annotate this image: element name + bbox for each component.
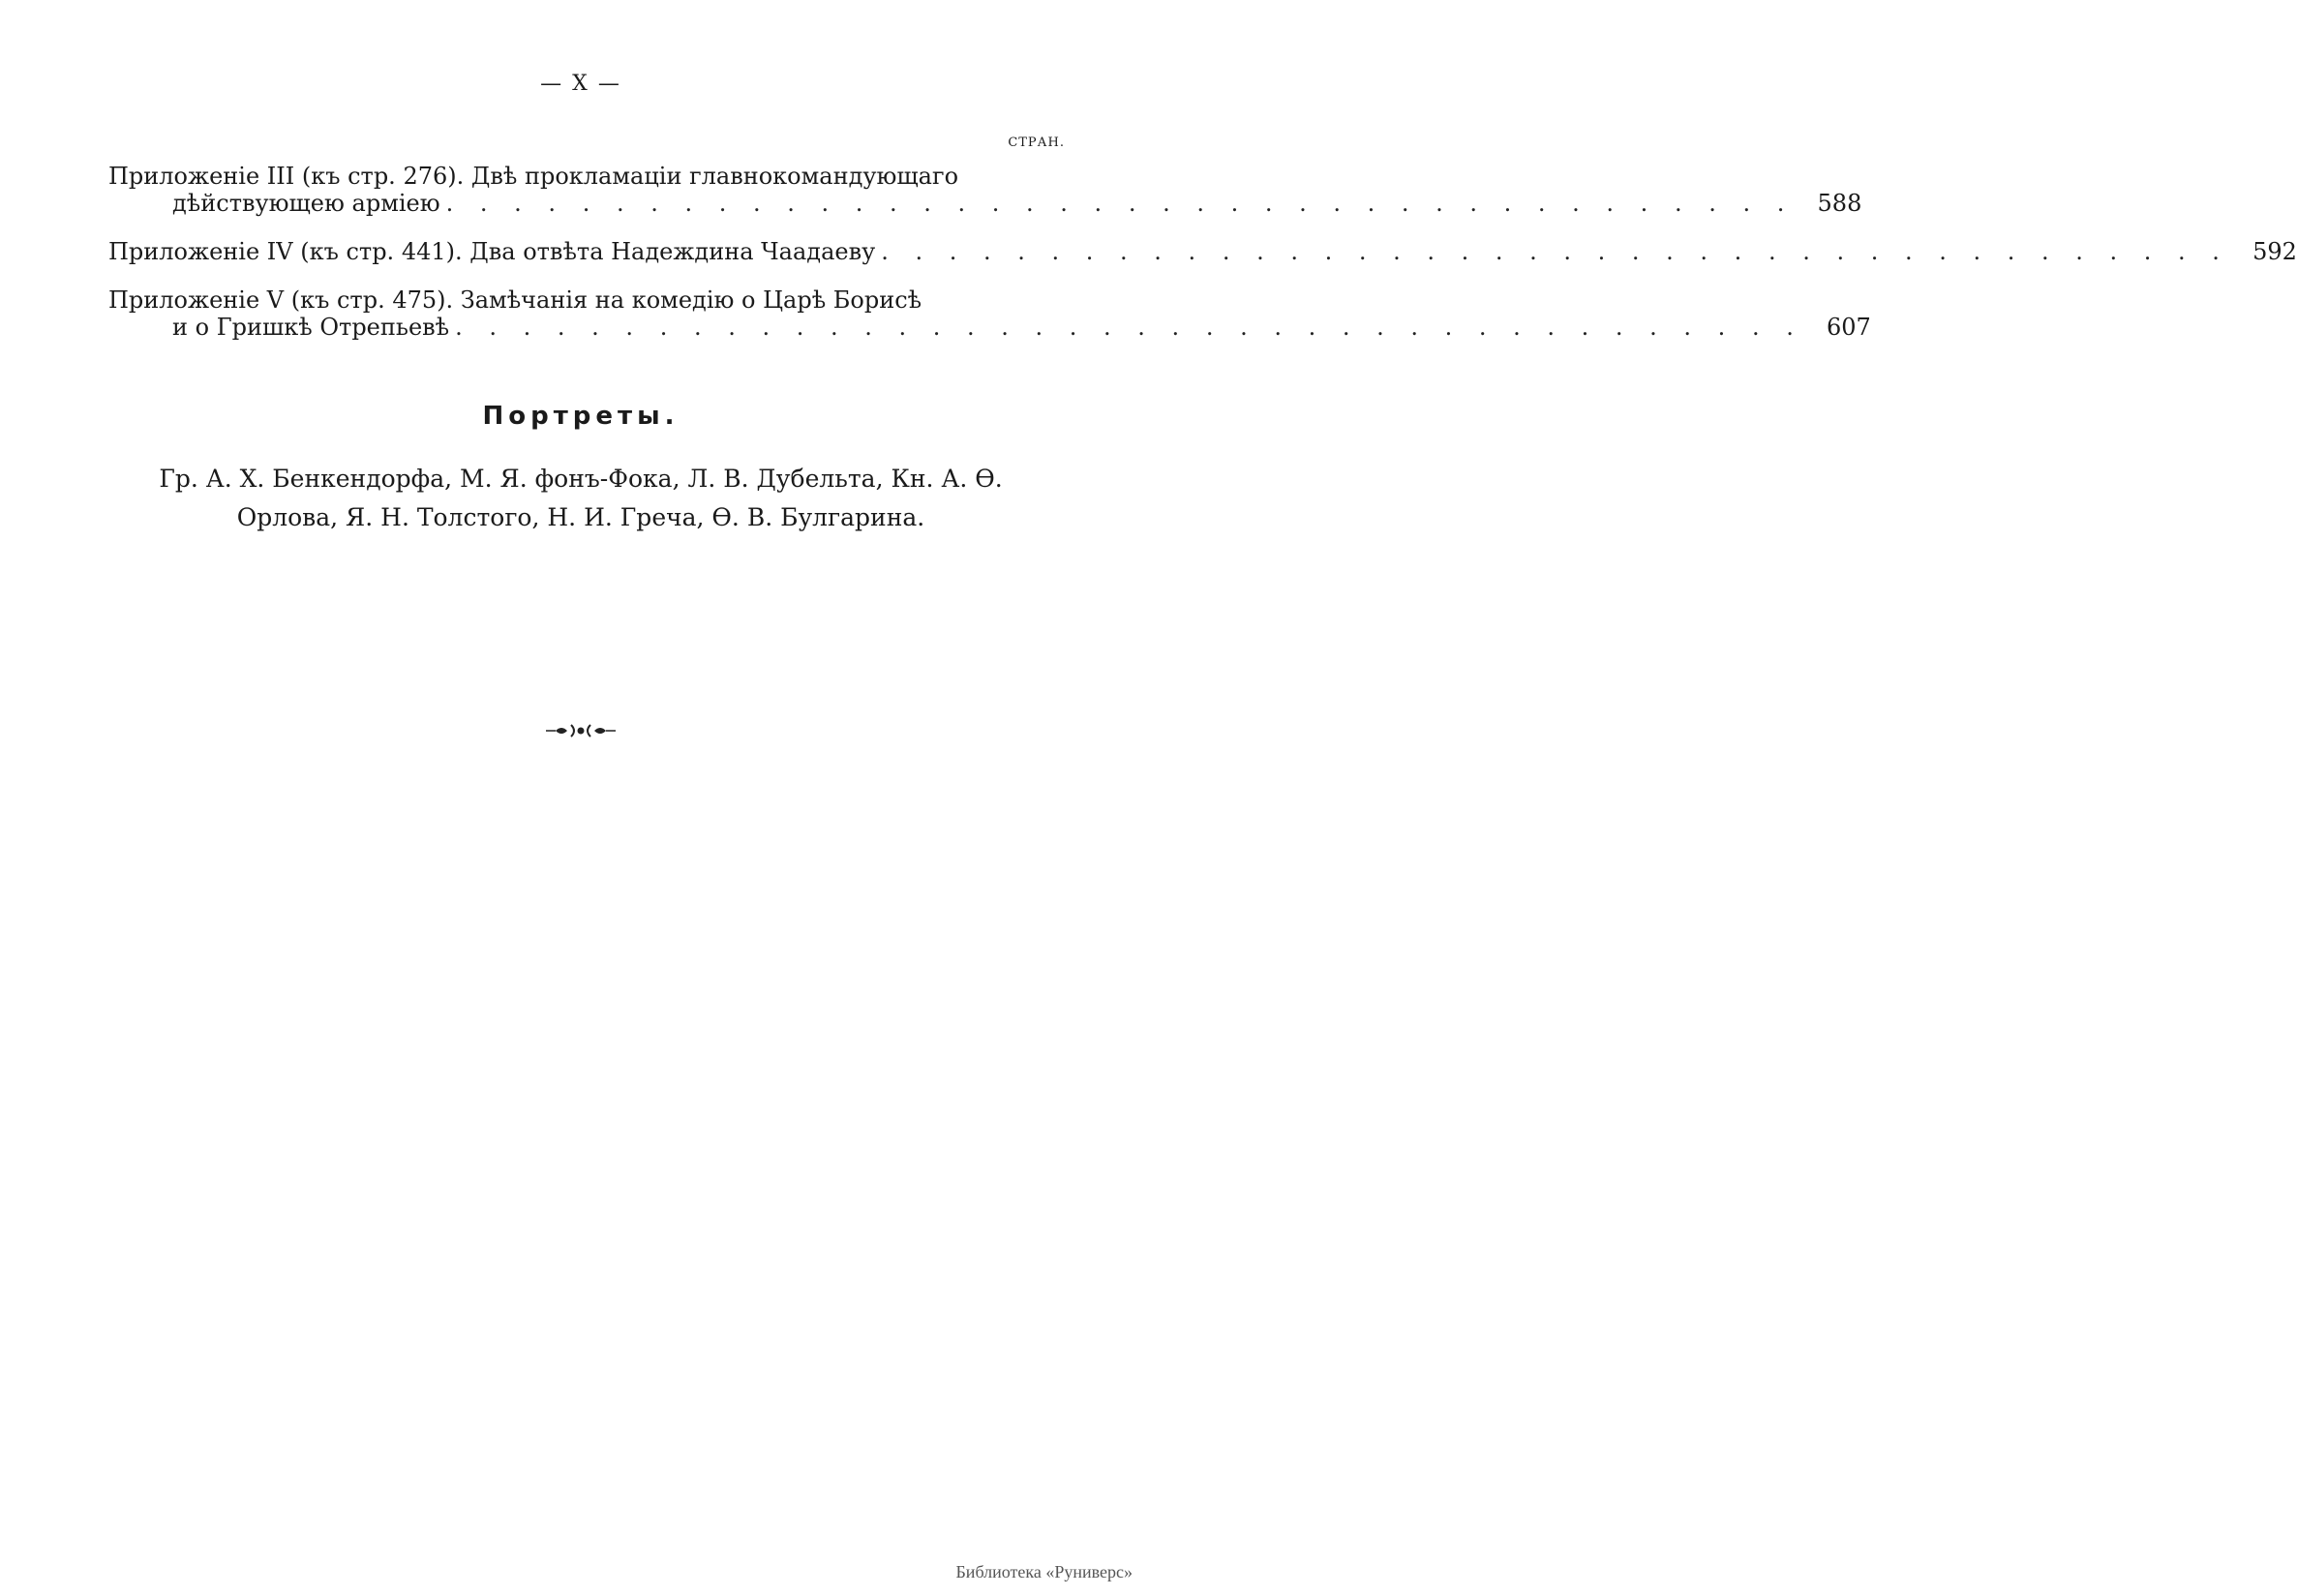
toc-entry-appendix-5 <box>108 286 1871 341</box>
table-of-contents <box>108 163 2297 341</box>
section-title-portraits: Портреты. <box>482 402 680 431</box>
dot-leader: . . . . . . . . . . . . . . . . . . . . . . . . . . . . . . . . . . . . . . . . <box>881 238 2229 265</box>
portraits-line: Орлова, Я. Н. Толстого, Н. И. Греча, Ѳ. В. Булгарина. <box>236 503 925 531</box>
toc-entry-title: Приложенiе IV (къ стр. 441). Два отвѣта Надеждина Чаадаеву <box>108 238 876 265</box>
portraits-list <box>116 460 1045 537</box>
toc-page-number: 592 <box>2252 238 2297 265</box>
toc-entry-title: Приложенiе V (къ стр. 475). Замѣчанiя на комедiю о Царѣ Борисѣ <box>108 286 922 314</box>
toc-page-number: 588 <box>1817 190 1862 217</box>
toc-page-number: 607 <box>1827 314 1871 341</box>
ornament-divider-icon <box>542 721 620 740</box>
toc-entry-title-continued: дѣйствующею армiею <box>172 190 440 217</box>
dot-leader: . . . . . . . . . . . . . . . . . . . . . . . . . . . . . . . . . . . . . . . . <box>445 190 1795 217</box>
page-column-header: СТРАН. <box>1008 136 1065 150</box>
page-number: — X — <box>540 72 621 96</box>
toc-entry-title: Приложенiе III (къ стр. 276). Двѣ прокламацiи главнокомандующаго <box>108 163 959 190</box>
dot-leader: . . . . . . . . . . . . . . . . . . . . . . . . . . . . . . . . . . . . . . . . <box>455 314 1803 341</box>
toc-entry-appendix-4 <box>108 238 2297 265</box>
library-watermark: Библиотека «Руниверс» <box>955 1562 1133 1581</box>
toc-entry-title-continued: и о Гришкѣ Отрепьевѣ <box>172 314 450 341</box>
portraits-line: Гр. А. Х. Бенкендорфа, М. Я. фонъ-Фока, Л. В. Дубельта, Кн. А. Ѳ. <box>159 465 1003 493</box>
toc-entry-appendix-3 <box>108 163 1862 217</box>
